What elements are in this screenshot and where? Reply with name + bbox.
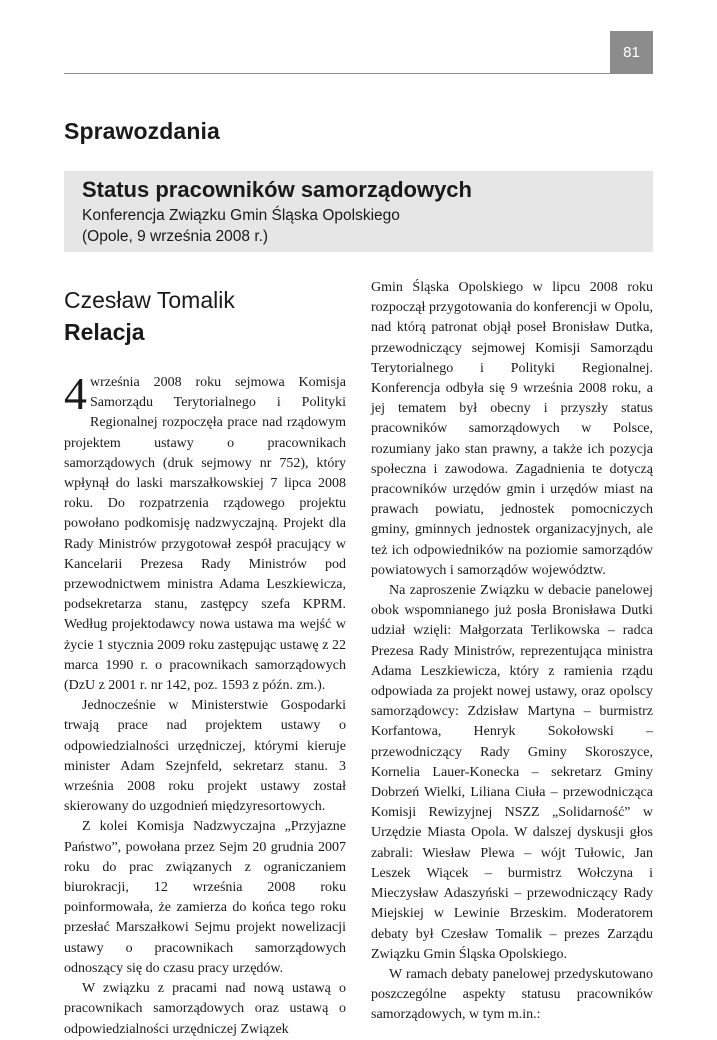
article-title: Relacja [64,319,145,345]
header-rule [64,73,653,74]
section-title: Sprawozdania [64,118,220,144]
main-title: Status pracowników samorządowych [82,177,472,202]
article-author: Czesław Tomalik [64,287,235,313]
title-box [64,171,653,252]
page-number: 81 [610,31,653,74]
subtitle-line-2: (Opole, 9 września 2008 r.) [82,228,269,245]
right-paragraph-2: Na zaproszenie Związku w debacie panelowej obok wspomnianego już posła Bronisława Dutki udział wzięli: Małgorzata Terlikowska – radca Prezesa Rady Ministrów, reprezentująca ministra Adama Leszkiewicza, który z ramienia rządu odpowiada za projekt nowej ustawy, oraz opolscy samorządowcy: Zdzisław Martyna – burmistrz Korfantowa, Henryk Sokołowski – przewodniczący Rady Gminy Skoroszyce, Kornelia Lauer-Konecka – sekretarz Gminy Dobrzeń Wielki, Liliana Ciuła – przewodnicząca Komisji Rewizyjnej NSZZ „Solidarność” w Urzędzie Miasta Opola. W dalszej dyskusji głos zabrali: Wiesław Plewa – wójt Tułowic, Jan Leszek Wiącek – burmistrz Wołczyna i Mieczysław Adaszyński – przewodniczący Rady Miejskiej w Lewinie Brzeskim. Moderatorem debaty był Czesław Tomalik – prezes Zarządu Związku Gmin Śląska Opolskiego. [371,583,653,962]
left-paragraph-3: Z kolei Komisja Nadzwyczajna „Przyjazne Państwo”, powołana przez Sejm 20 grudnia 2007 roku do prac związanych z ograniczaniem biurokracji, 12 września 2008 roku poinformowała, że zamierza do końca tego roku przesłać Marszałkowi Sejmu projekt nowelizacji ustawy o pracownikach samorządowych odnoszący się do czasu pracy urzędów. [64,819,346,976]
left-column [64,368,346,1040]
drop-cap: 4 [64,368,87,419]
right-paragraph-1: Gmin Śląska Opolskiego w lipcu 2008 roku rozpoczął przygotowania do konferencji w Opolu, nad którą patronat objął poseł Bronisław Dutka, przewodniczący sejmowej Komisji Samorządu Terytorialnego i Polityki Regionalnej. Konferencja odbyła się 9 września 2008 roku, a jej tematem był obecny i przyszły status pracowników samorządowych w Polsce, rozumiany jako stan prawny, a także ich pozycja społeczna i zawodowa. Zagadnienia te dotyczą pracowników urzędów gmin i urzędów miast na prawach powiatu, jednostek pomocniczych gminy, gminnych jednostek organizacyjnych, ale też ich odpowiedników na poziomie samorządów powiatowych i samorządów województw. [371,280,653,578]
right-column [371,278,653,1026]
right-paragraph-3: W ramach debaty panelowej przedyskutowano poszczególne aspekty statusu pracowników samorządowych, w tym m.in.: [371,966,653,1023]
left-paragraph-1-text: września 2008 roku sejmowa Komisja Samorządu Terytorialnego i Polityki Regionalnej rozpoczęła prace nad rządowym projektem ustawy o pracownikach samorządowych (druk sejmowy nr 752), który wpłynął do laski marszałkowskiej 7 lipca 2008 roku. Do rozpatrzenia rządowego projektu powołano podkomisję nadzwyczajną. Projekt dla Rady Ministrów przygotował zespół pracujący w Kancelarii Prezesa Rady Ministrów pod przewodnictwem ministra Adama Leszkiewicza, podsekretarza stanu, zastępcy szefa KPRM. Według projektodawcy nowa ustawa ma wejść w życie 1 stycznia 2009 roku zastępując ustawę z 22 marca 1990 r. o pracownikach samorządowych (DzU z 2001 r. nr 142, poz. 1593 z późn. zm.). [64,375,346,694]
left-paragraph-2: Jednocześnie w Ministerstwie Gospodarki trwają prace nad projektem ustawy o odpowiedzialności urzędniczej, którymi kieruje minister Adam Szejnfeld, sekretarz stanu. 3 września 2008 roku projekt ustawy został skierowany do uzgodnień międzyresortowych. [64,698,346,815]
left-paragraph-1 [64,368,346,696]
subtitle-line-1: Konferencja Związku Gmin Śląska Opolskiego [82,207,400,224]
left-paragraph-4: W związku z pracami nad nową ustawą o pracownikach samorządowych oraz ustawą o odpowiedzialności urzędniczej Związek [64,981,346,1037]
